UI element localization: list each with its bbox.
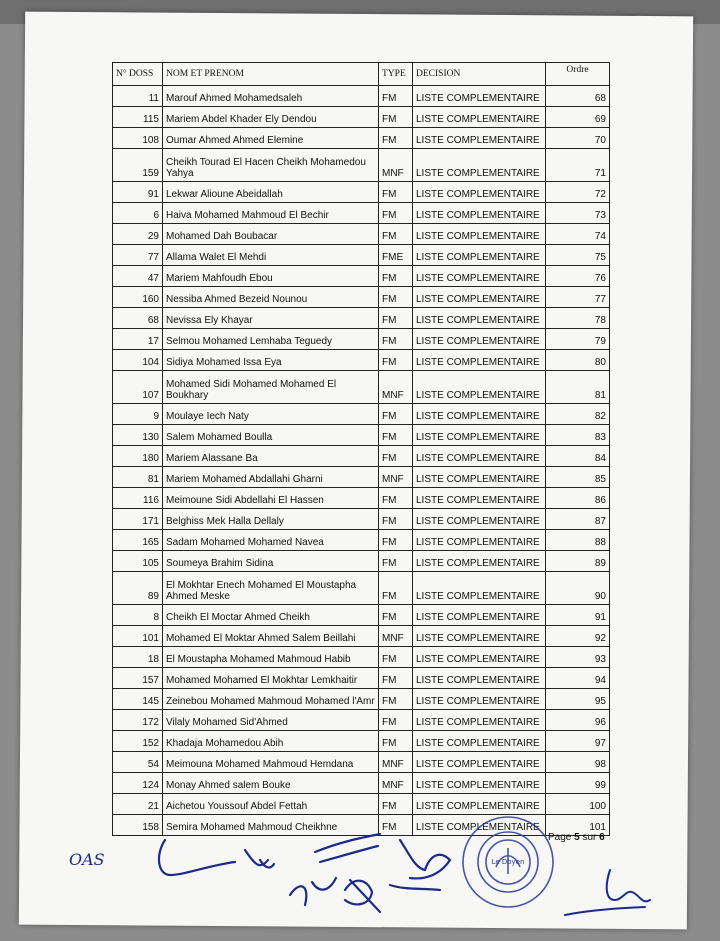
cell-type: FM (379, 287, 413, 308)
cell-ordre: 89 (546, 551, 610, 572)
cell-ordre: 88 (546, 530, 610, 551)
table-row (113, 530, 610, 551)
cell-doss: 11 (113, 86, 163, 107)
cell-name: Allama Walet El Mehdi (163, 245, 379, 266)
table-row (113, 308, 610, 329)
cell-type: FM (379, 224, 413, 245)
cell-decision: LISTE COMPLEMENTAIRE (413, 647, 546, 668)
cell-type: FM (379, 182, 413, 203)
cell-ordre: 70 (546, 128, 610, 149)
cell-doss: 180 (113, 446, 163, 467)
cell-name: Nessiba Ahmed Bezeid Nounou (163, 287, 379, 308)
official-stamp (458, 812, 558, 912)
header-type: TYPE (379, 63, 413, 86)
cell-ordre: 77 (546, 287, 610, 308)
cell-type: FM (379, 350, 413, 371)
cell-doss: 104 (113, 350, 163, 371)
cell-doss: 160 (113, 287, 163, 308)
table-row (113, 509, 610, 530)
cell-ordre: 85 (546, 467, 610, 488)
cell-type: FM (379, 551, 413, 572)
table-row (113, 689, 610, 710)
cell-doss: 77 (113, 245, 163, 266)
cell-doss: 105 (113, 551, 163, 572)
cell-type: FM (379, 668, 413, 689)
cell-doss: 124 (113, 773, 163, 794)
cell-decision: LISTE COMPLEMENTAIRE (413, 467, 546, 488)
cell-doss: 91 (113, 182, 163, 203)
cell-ordre: 84 (546, 446, 610, 467)
cell-ordre: 93 (546, 647, 610, 668)
cell-decision: LISTE COMPLEMENTAIRE (413, 329, 546, 350)
table-row (113, 668, 610, 689)
cell-decision: LISTE COMPLEMENTAIRE (413, 107, 546, 128)
cell-name: Marouf Ahmed Mohamedsaleh (163, 86, 379, 107)
cell-ordre: 81 (546, 371, 610, 404)
cell-ordre: 101 (546, 815, 610, 836)
cell-type: FM (379, 605, 413, 626)
cell-decision: LISTE COMPLEMENTAIRE (413, 308, 546, 329)
cell-type: MNF (379, 467, 413, 488)
cell-type: FM (379, 308, 413, 329)
cell-type: FME (379, 245, 413, 266)
cell-doss: 81 (113, 467, 163, 488)
cell-doss: 165 (113, 530, 163, 551)
cell-type: FM (379, 689, 413, 710)
cell-name: Khadaja Mohamedou Abih (163, 731, 379, 752)
cell-name: Mohamed El Moktar Ahmed Salem Beillahi (163, 626, 379, 647)
cell-ordre: 91 (546, 605, 610, 626)
cell-decision: LISTE COMPLEMENTAIRE (413, 266, 546, 287)
table-row (113, 245, 610, 266)
table-row (113, 371, 610, 404)
cell-ordre: 79 (546, 329, 610, 350)
cell-ordre: 86 (546, 488, 610, 509)
table-row (113, 710, 610, 731)
cell-ordre: 95 (546, 689, 610, 710)
header-decision: DECISION (413, 63, 546, 86)
cell-decision: LISTE COMPLEMENTAIRE (413, 182, 546, 203)
table-row (113, 266, 610, 287)
cell-decision: LISTE COMPLEMENTAIRE (413, 572, 546, 605)
cell-doss: 157 (113, 668, 163, 689)
cell-ordre: 96 (546, 710, 610, 731)
cell-name: Moulaye Iech Naty (163, 404, 379, 425)
cell-decision: LISTE COMPLEMENTAIRE (413, 773, 546, 794)
cell-name: Sidiya Mohamed Issa Eya (163, 350, 379, 371)
cell-ordre: 73 (546, 203, 610, 224)
table-row (113, 350, 610, 371)
table-row (113, 86, 610, 107)
table-row (113, 287, 610, 308)
cell-ordre: 72 (546, 182, 610, 203)
cell-doss: 130 (113, 425, 163, 446)
cell-type: FM (379, 266, 413, 287)
cell-name: Mariem Mohamed Abdallahi Gharni (163, 467, 379, 488)
cell-name: Semira Mohamed Mahmoud Cheikhne (163, 815, 379, 836)
cell-decision: LISTE COMPLEMENTAIRE (413, 149, 546, 182)
cell-name: Aichetou Youssouf Abdel Fettah (163, 794, 379, 815)
cell-decision: LISTE COMPLEMENTAIRE (413, 287, 546, 308)
cell-doss: 171 (113, 509, 163, 530)
table-row (113, 647, 610, 668)
cell-type: FM (379, 329, 413, 350)
cell-decision: LISTE COMPLEMENTAIRE (413, 731, 546, 752)
cell-ordre: 90 (546, 572, 610, 605)
cell-doss: 145 (113, 689, 163, 710)
table-row (113, 425, 610, 446)
cell-doss: 17 (113, 329, 163, 350)
cell-type: FM (379, 446, 413, 467)
header-ordre: Ordre (546, 63, 610, 86)
cell-type: FM (379, 86, 413, 107)
cell-name: Selmou Mohamed Lemhaba Teguedy (163, 329, 379, 350)
cell-name: Haiva Mohamed Mahmoud El Bechir (163, 203, 379, 224)
cell-name: Salem Mohamed Boulla (163, 425, 379, 446)
cell-decision: LISTE COMPLEMENTAIRE (413, 446, 546, 467)
cell-ordre: 97 (546, 731, 610, 752)
table-row (113, 626, 610, 647)
cell-ordre: 80 (546, 350, 610, 371)
cell-name: Mariem Alassane Ba (163, 446, 379, 467)
cell-doss: 21 (113, 794, 163, 815)
cell-decision: LISTE COMPLEMENTAIRE (413, 425, 546, 446)
cell-ordre: 92 (546, 626, 610, 647)
initials-signature (66, 845, 116, 871)
cell-decision: LISTE COMPLEMENTAIRE (413, 668, 546, 689)
cell-decision: LISTE COMPLEMENTAIRE (413, 203, 546, 224)
cell-ordre: 76 (546, 266, 610, 287)
table-row (113, 752, 610, 773)
cell-type: FM (379, 425, 413, 446)
cell-type: MNF (379, 626, 413, 647)
results-table (112, 62, 610, 836)
cell-type: FM (379, 404, 413, 425)
table-body (113, 86, 610, 836)
cell-doss: 158 (113, 815, 163, 836)
cell-doss: 9 (113, 404, 163, 425)
cell-decision: LISTE COMPLEMENTAIRE (413, 350, 546, 371)
table-row (113, 107, 610, 128)
cell-doss: 6 (113, 203, 163, 224)
cell-type: FM (379, 509, 413, 530)
cell-name: Cheikh El Moctar Ahmed Cheikh (163, 605, 379, 626)
cell-doss: 115 (113, 107, 163, 128)
header-name: NOM ET PRENOM (163, 63, 379, 86)
table-row (113, 224, 610, 245)
cell-name: Mohamed Mohamed El Mokhtar Lemkhaitir (163, 668, 379, 689)
table-row (113, 605, 610, 626)
cell-decision: LISTE COMPLEMENTAIRE (413, 689, 546, 710)
table-row (113, 329, 610, 350)
cell-decision: LISTE COMPLEMENTAIRE (413, 509, 546, 530)
cell-ordre: 74 (546, 224, 610, 245)
cell-doss: 29 (113, 224, 163, 245)
table-row (113, 551, 610, 572)
cell-type: FM (379, 488, 413, 509)
cell-ordre: 78 (546, 308, 610, 329)
cell-ordre: 68 (546, 86, 610, 107)
cell-ordre: 69 (546, 107, 610, 128)
table-row (113, 488, 610, 509)
cell-ordre: 94 (546, 668, 610, 689)
cell-doss: 116 (113, 488, 163, 509)
cell-ordre: 75 (546, 245, 610, 266)
cell-decision: LISTE COMPLEMENTAIRE (413, 752, 546, 773)
table-row (113, 731, 610, 752)
cell-name: Vilaly Mohamed Sid'Ahmed (163, 710, 379, 731)
cell-doss: 89 (113, 572, 163, 605)
cell-decision: LISTE COMPLEMENTAIRE (413, 710, 546, 731)
cell-doss: 108 (113, 128, 163, 149)
svg-text:OAS: OAS (69, 850, 105, 869)
table-row (113, 404, 610, 425)
cell-type: FM (379, 815, 413, 836)
cell-name: Meimouna Mohamed Mahmoud Hemdana (163, 752, 379, 773)
svg-text:Le Doyen: Le Doyen (491, 858, 525, 866)
table-row (113, 773, 610, 794)
cell-doss: 54 (113, 752, 163, 773)
cell-doss: 101 (113, 626, 163, 647)
cell-type: FM (379, 647, 413, 668)
cell-doss: 8 (113, 605, 163, 626)
cell-decision: LISTE COMPLEMENTAIRE (413, 371, 546, 404)
table-row (113, 572, 610, 605)
cell-name: Oumar Ahmed Ahmed Elemine (163, 128, 379, 149)
cell-doss: 107 (113, 371, 163, 404)
cell-decision: LISTE COMPLEMENTAIRE (413, 605, 546, 626)
cell-decision: LISTE COMPLEMENTAIRE (413, 530, 546, 551)
cell-ordre: 71 (546, 149, 610, 182)
table-row (113, 182, 610, 203)
doyen-signature (560, 860, 670, 920)
cell-name: Mohamed Sidi Mohamed Mohamed El Boukhary (163, 371, 379, 404)
cell-type: FM (379, 710, 413, 731)
cell-decision: LISTE COMPLEMENTAIRE (413, 128, 546, 149)
page-number: Page 5 sur 6 (548, 832, 605, 843)
header-doss: N° DOSS (113, 63, 163, 86)
cell-name: Zeinebou Mohamed Mahmoud Mohamed l'Amr (163, 689, 379, 710)
cell-name: Monay Ahmed salem Bouke (163, 773, 379, 794)
cell-ordre: 82 (546, 404, 610, 425)
cell-doss: 18 (113, 647, 163, 668)
cell-type: FM (379, 794, 413, 815)
cell-doss: 159 (113, 149, 163, 182)
cell-type: FM (379, 107, 413, 128)
table-row (113, 467, 610, 488)
cell-name: Sadam Mohamed Mohamed Navea (163, 530, 379, 551)
cell-type: FM (379, 731, 413, 752)
cell-type: FM (379, 203, 413, 224)
cell-name: Lekwar Alioune Abeidallah (163, 182, 379, 203)
cell-ordre: 99 (546, 773, 610, 794)
cell-type: MNF (379, 773, 413, 794)
cell-type: MNF (379, 371, 413, 404)
cell-type: FM (379, 128, 413, 149)
cell-decision: LISTE COMPLEMENTAIRE (413, 404, 546, 425)
table-header-row (113, 63, 610, 86)
cell-decision: LISTE COMPLEMENTAIRE (413, 815, 546, 836)
cell-name: Soumeya Brahim Sidina (163, 551, 379, 572)
cell-doss: 68 (113, 308, 163, 329)
cell-name: Mohamed Dah Boubacar (163, 224, 379, 245)
cell-name: Mariem Mahfoudh Ebou (163, 266, 379, 287)
cell-name: Mariem Abdel Khader Ely Dendou (163, 107, 379, 128)
cell-type: FM (379, 530, 413, 551)
cell-name: Cheikh Tourad El Hacen Cheikh Mohamedou Yahya (163, 149, 379, 182)
cell-ordre: 87 (546, 509, 610, 530)
cell-decision: LISTE COMPLEMENTAIRE (413, 551, 546, 572)
cell-name: Belghiss Mek Halla Dellaly (163, 509, 379, 530)
cell-name: El Mokhtar Enech Mohamed El Moustapha Ahmed Meske (163, 572, 379, 605)
cell-decision: LISTE COMPLEMENTAIRE (413, 224, 546, 245)
cell-decision: LISTE COMPLEMENTAIRE (413, 245, 546, 266)
cell-doss: 47 (113, 266, 163, 287)
table-row (113, 446, 610, 467)
cell-type: MNF (379, 752, 413, 773)
cell-decision: LISTE COMPLEMENTAIRE (413, 86, 546, 107)
cell-doss: 152 (113, 731, 163, 752)
cell-type: FM (379, 572, 413, 605)
cell-ordre: 100 (546, 794, 610, 815)
cell-name: Meimoune Sidi Abdellahi El Hassen (163, 488, 379, 509)
cell-type: MNF (379, 149, 413, 182)
cell-doss: 172 (113, 710, 163, 731)
table-row (113, 149, 610, 182)
cell-decision: LISTE COMPLEMENTAIRE (413, 488, 546, 509)
cell-ordre: 98 (546, 752, 610, 773)
cell-name: El Moustapha Mohamed Mahmoud Habib (163, 647, 379, 668)
cell-name: Nevissa Ely Khayar (163, 308, 379, 329)
table-row (113, 203, 610, 224)
signatures (140, 820, 470, 920)
cell-decision: LISTE COMPLEMENTAIRE (413, 626, 546, 647)
table-row (113, 128, 610, 149)
cell-decision: LISTE COMPLEMENTAIRE (413, 794, 546, 815)
cell-ordre: 83 (546, 425, 610, 446)
